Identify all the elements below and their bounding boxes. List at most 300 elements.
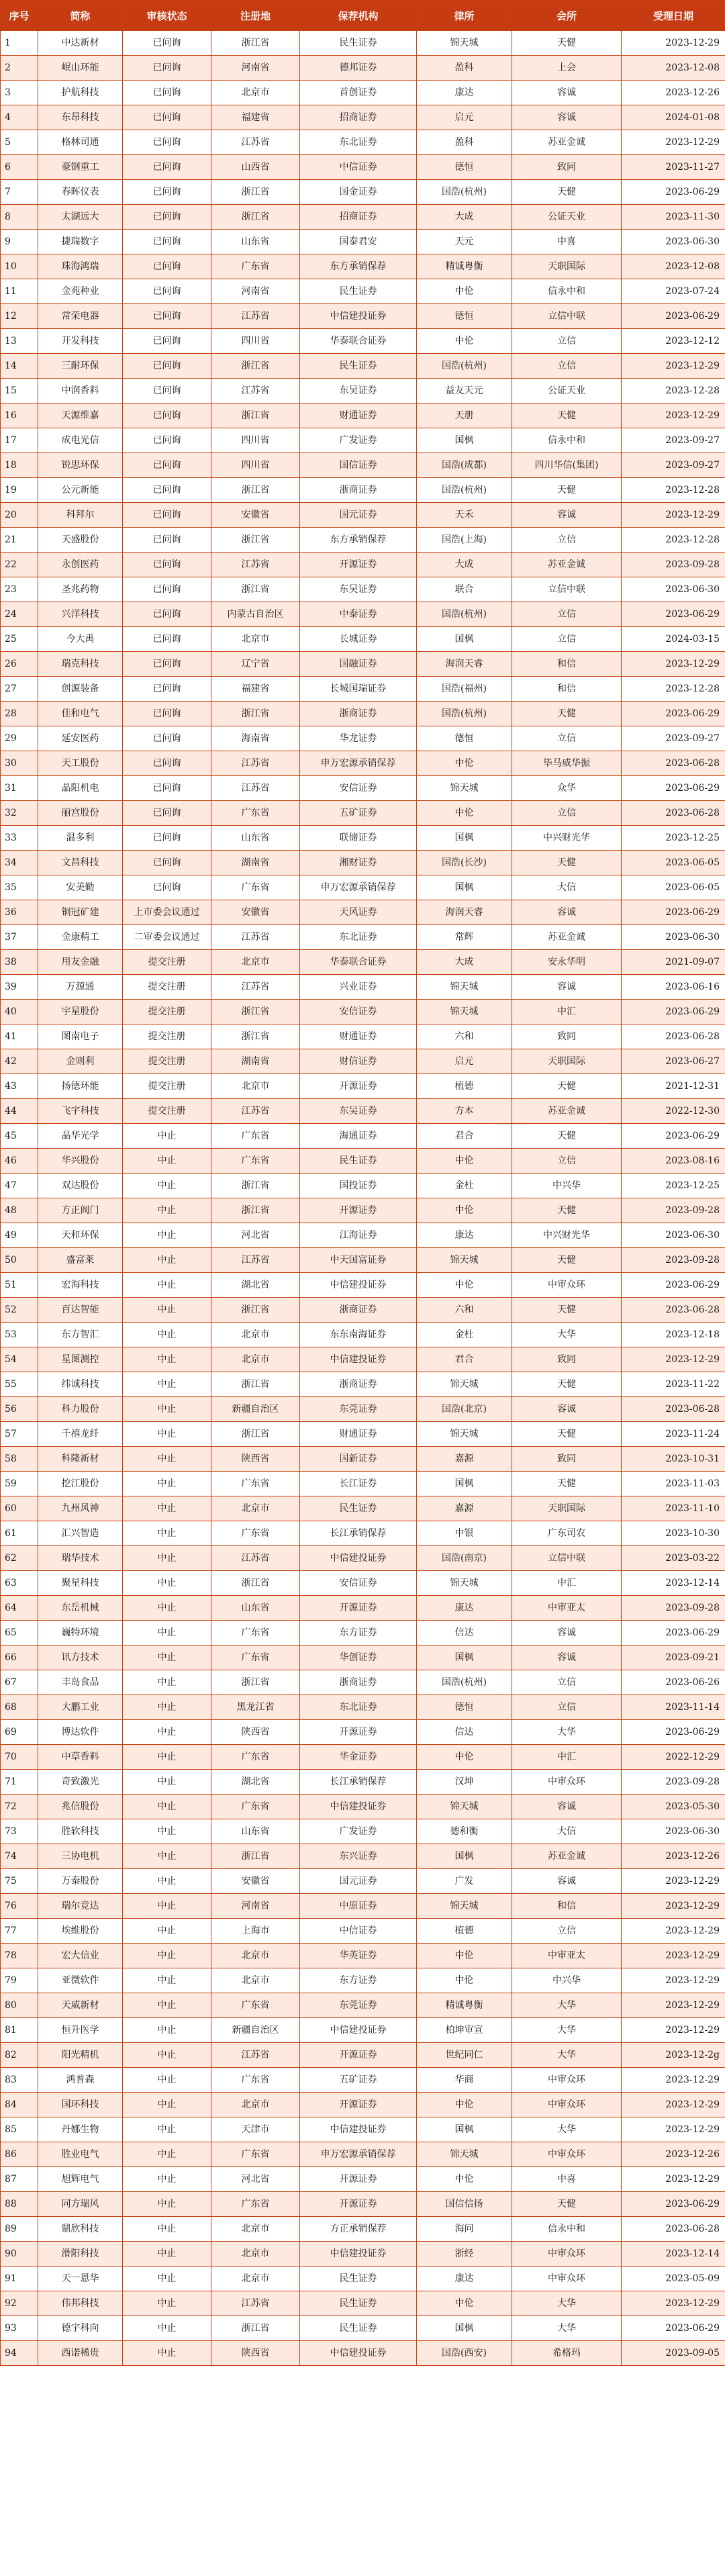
cell-sponsor: 国信证券 <box>300 453 417 478</box>
cell-accept-date: 2023-09-28 <box>622 1596 725 1621</box>
cell-registration-place: 江苏省 <box>211 776 300 801</box>
cell-law-firm: 国浩(北京) <box>417 1397 512 1422</box>
cell-accept-date: 2023-12-12 <box>622 329 725 354</box>
cell-index: 17 <box>1 428 38 453</box>
cell-index: 35 <box>1 875 38 900</box>
cell-index: 15 <box>1 379 38 403</box>
cell-accounting-firm: 大华 <box>512 1993 622 2018</box>
cell-sponsor: 中信建投证券 <box>300 1795 417 1819</box>
cell-accept-date: 2023-06-29 <box>622 1000 725 1024</box>
table-row <box>1 1323 725 1347</box>
cell-sponsor: 华泰联合证券 <box>300 329 417 354</box>
cell-registration-place: 浙江省 <box>211 1198 300 1223</box>
table-row <box>1 1472 725 1496</box>
cell-registration-place: 江苏省 <box>211 2043 300 2068</box>
cell-law-firm: 国信信扬 <box>417 2192 512 2217</box>
cell-law-firm: 国枫 <box>417 2316 512 2341</box>
cell-short-name: 晶阳机电 <box>38 776 123 801</box>
header-accounting-firm: 会所 <box>512 1 622 31</box>
table-row <box>1 1024 725 1049</box>
cell-accept-date: 2023-12-25 <box>622 1174 725 1198</box>
table-body <box>1 31 725 2366</box>
cell-short-name: 珠海鸿瑞 <box>38 254 123 279</box>
cell-registration-place: 北京市 <box>211 1347 300 1372</box>
cell-sponsor: 华泰联合证券 <box>300 950 417 975</box>
table-row <box>1 553 725 577</box>
cell-sponsor: 中信建投证券 <box>300 2117 417 2142</box>
cell-sponsor: 中信证券 <box>300 1919 417 1944</box>
cell-registration-place: 浙江省 <box>211 1372 300 1397</box>
cell-sponsor: 浙商证券 <box>300 702 417 726</box>
cell-law-firm: 六和 <box>417 1298 512 1323</box>
cell-review-status: 中止 <box>123 1298 211 1323</box>
cell-index: 52 <box>1 1298 38 1323</box>
cell-sponsor: 东吴证券 <box>300 577 417 602</box>
cell-index: 37 <box>1 925 38 950</box>
cell-review-status: 已问询 <box>123 31 211 56</box>
cell-law-firm: 植德 <box>417 1919 512 1944</box>
header-registration-place: 注册地 <box>211 1 300 31</box>
cell-short-name: 胜业电气 <box>38 2142 123 2167</box>
cell-short-name: 星图测控 <box>38 1347 123 1372</box>
cell-index: 14 <box>1 354 38 379</box>
table-row <box>1 2316 725 2341</box>
cell-short-name: 今大禹 <box>38 627 123 652</box>
cell-index: 71 <box>1 1770 38 1795</box>
table-row <box>1 2142 725 2167</box>
cell-accept-date: 2023-12-14 <box>622 1571 725 1596</box>
cell-short-name: 豪钢重工 <box>38 155 123 180</box>
cell-sponsor: 中原证券 <box>300 1894 417 1919</box>
cell-accounting-firm: 中喜 <box>512 2167 622 2192</box>
cell-accounting-firm: 立信中联 <box>512 577 622 602</box>
cell-accept-date: 2023-06-30 <box>622 1819 725 1844</box>
cell-accounting-firm: 苏亚金诚 <box>512 553 622 577</box>
cell-law-firm: 锦天城 <box>417 1422 512 1447</box>
cell-review-status: 中止 <box>123 2267 211 2291</box>
cell-accept-date: 2023-06-30 <box>622 1223 725 1248</box>
cell-review-status: 已问询 <box>123 826 211 851</box>
cell-sponsor: 长江承销保荐 <box>300 1521 417 1546</box>
cell-accounting-firm: 容诚 <box>512 503 622 528</box>
table-row <box>1 1347 725 1372</box>
cell-accept-date: 2023-06-29 <box>622 1124 725 1149</box>
cell-registration-place: 辽宁省 <box>211 652 300 677</box>
cell-law-firm: 启元 <box>417 105 512 130</box>
cell-review-status: 中止 <box>123 1894 211 1919</box>
cell-sponsor: 民生证券 <box>300 2267 417 2291</box>
cell-accounting-firm: 大华 <box>512 2316 622 2341</box>
cell-sponsor: 民生证券 <box>300 31 417 56</box>
cell-registration-place: 新疆自治区 <box>211 2018 300 2043</box>
cell-sponsor: 中天国富证券 <box>300 1248 417 1273</box>
cell-short-name: 中润香料 <box>38 379 123 403</box>
cell-short-name: 天威新材 <box>38 1993 123 2018</box>
cell-index: 2 <box>1 56 38 81</box>
cell-accept-date: 2023-12-29 <box>622 130 725 155</box>
cell-law-firm: 中伦 <box>417 1944 512 1968</box>
cell-review-status: 已问询 <box>123 577 211 602</box>
table-row <box>1 1993 725 2018</box>
cell-accounting-firm: 立信 <box>512 329 622 354</box>
cell-accept-date: 2023-06-29 <box>622 776 725 801</box>
cell-law-firm: 国浩(杭州) <box>417 602 512 627</box>
cell-law-firm: 中伦 <box>417 751 512 776</box>
cell-review-status: 上市委会议通过 <box>123 900 211 925</box>
cell-accept-date: 2023-06-29 <box>622 1720 725 1745</box>
cell-accounting-firm: 大华 <box>512 2291 622 2316</box>
cell-accept-date: 2023-05-30 <box>622 1795 725 1819</box>
cell-short-name: 春晖仪表 <box>38 180 123 205</box>
cell-index: 3 <box>1 81 38 105</box>
cell-accounting-firm: 大华 <box>512 1720 622 1745</box>
cell-accept-date: 2023-06-29 <box>622 2192 725 2217</box>
cell-sponsor: 东莞证券 <box>300 1397 417 1422</box>
cell-review-status: 中止 <box>123 1968 211 1993</box>
cell-short-name: 盛富莱 <box>38 1248 123 1273</box>
cell-index: 22 <box>1 553 38 577</box>
cell-sponsor: 民生证券 <box>300 1149 417 1174</box>
cell-index: 6 <box>1 155 38 180</box>
table-row <box>1 403 725 428</box>
cell-law-firm: 中伦 <box>417 1745 512 1770</box>
cell-accept-date: 2023-06-28 <box>622 801 725 826</box>
cell-law-firm: 国枫 <box>417 428 512 453</box>
cell-index: 81 <box>1 2018 38 2043</box>
cell-index: 78 <box>1 1944 38 1968</box>
cell-review-status: 中止 <box>123 2068 211 2093</box>
cell-sponsor: 开源证券 <box>300 2093 417 2117</box>
cell-law-firm: 天册 <box>417 403 512 428</box>
cell-registration-place: 浙江省 <box>211 205 300 230</box>
cell-short-name: 用友金融 <box>38 950 123 975</box>
cell-index: 28 <box>1 702 38 726</box>
cell-accounting-firm: 中兴财光华 <box>512 826 622 851</box>
cell-sponsor: 华龙证券 <box>300 726 417 751</box>
cell-short-name: 宇星股份 <box>38 1000 123 1024</box>
cell-law-firm: 盈科 <box>417 130 512 155</box>
cell-short-name: 阳光精机 <box>38 2043 123 2068</box>
cell-review-status: 已问询 <box>123 851 211 875</box>
cell-law-firm: 国浩(长沙) <box>417 851 512 875</box>
cell-accounting-firm: 中兴财光华 <box>512 1223 622 1248</box>
cell-sponsor: 长江证券 <box>300 1472 417 1496</box>
cell-accounting-firm: 中审众环 <box>512 1273 622 1298</box>
table-row <box>1 528 725 553</box>
cell-short-name: 金则利 <box>38 1049 123 1074</box>
cell-sponsor: 开源证券 <box>300 553 417 577</box>
cell-law-firm: 国浩(杭州) <box>417 702 512 726</box>
cell-short-name: 扬德环能 <box>38 1074 123 1099</box>
cell-accounting-firm: 希格玛 <box>512 2341 622 2366</box>
cell-law-firm: 嘉源 <box>417 1496 512 1521</box>
cell-registration-place: 浙江省 <box>211 403 300 428</box>
cell-accept-date: 2024-03-15 <box>622 627 725 652</box>
cell-review-status: 中止 <box>123 1347 211 1372</box>
cell-index: 86 <box>1 2142 38 2167</box>
cell-accounting-firm: 天职国际 <box>512 254 622 279</box>
cell-review-status: 已问询 <box>123 751 211 776</box>
cell-sponsor: 东北证券 <box>300 1695 417 1720</box>
cell-short-name: 公元新能 <box>38 478 123 503</box>
cell-short-name: 天和环保 <box>38 1223 123 1248</box>
cell-accounting-firm: 大华 <box>512 2018 622 2043</box>
cell-law-firm: 中伦 <box>417 801 512 826</box>
cell-accounting-firm: 立信 <box>512 1695 622 1720</box>
cell-index: 23 <box>1 577 38 602</box>
cell-index: 24 <box>1 602 38 627</box>
cell-review-status: 已问询 <box>123 230 211 254</box>
cell-short-name: 岷山环能 <box>38 56 123 81</box>
cell-sponsor: 民生证券 <box>300 2291 417 2316</box>
cell-index: 47 <box>1 1174 38 1198</box>
cell-sponsor: 东方证券 <box>300 1968 417 1993</box>
cell-registration-place: 广东省 <box>211 1621 300 1645</box>
cell-accept-date: 2023-06-05 <box>622 875 725 900</box>
cell-accounting-firm: 致同 <box>512 1347 622 1372</box>
cell-accept-date: 2023-12-29 <box>622 31 725 56</box>
cell-registration-place: 福建省 <box>211 105 300 130</box>
cell-sponsor: 民生证券 <box>300 1496 417 1521</box>
cell-law-firm: 君合 <box>417 1124 512 1149</box>
cell-registration-place: 浙江省 <box>211 354 300 379</box>
cell-short-name: 旭辉电气 <box>38 2167 123 2192</box>
cell-accounting-firm: 中兴华 <box>512 1968 622 1993</box>
table-row <box>1 1894 725 1919</box>
cell-law-firm: 中伦 <box>417 2291 512 2316</box>
cell-law-firm: 益友天元 <box>417 379 512 403</box>
cell-law-firm: 康达 <box>417 2267 512 2291</box>
cell-index: 12 <box>1 304 38 329</box>
cell-short-name: 同方瑞风 <box>38 2192 123 2217</box>
cell-short-name: 挖江股份 <box>38 1472 123 1496</box>
table-row <box>1 776 725 801</box>
cell-sponsor: 招商证券 <box>300 105 417 130</box>
cell-short-name: 飞宇科技 <box>38 1099 123 1124</box>
cell-accounting-firm: 天健 <box>512 1472 622 1496</box>
cell-law-firm: 康达 <box>417 81 512 105</box>
cell-accept-date: 2023-12-29 <box>622 2018 725 2043</box>
cell-sponsor: 民生证券 <box>300 279 417 304</box>
cell-short-name: 汇兴智造 <box>38 1521 123 1546</box>
cell-index: 74 <box>1 1844 38 1869</box>
cell-accept-date: 2023-06-28 <box>622 751 725 776</box>
cell-index: 54 <box>1 1347 38 1372</box>
cell-registration-place: 新疆自治区 <box>211 1397 300 1422</box>
cell-accept-date: 2023-12-29 <box>622 403 725 428</box>
table-row <box>1 1447 725 1472</box>
table-row <box>1 900 725 925</box>
table-row <box>1 1149 725 1174</box>
cell-review-status: 已问询 <box>123 56 211 81</box>
cell-accept-date: 2023-12-29 <box>622 2068 725 2093</box>
table-row <box>1 826 725 851</box>
cell-sponsor: 财信证券 <box>300 1049 417 1074</box>
cell-accounting-firm: 中汇 <box>512 1571 622 1596</box>
table-row <box>1 254 725 279</box>
cell-index: 77 <box>1 1919 38 1944</box>
cell-accept-date: 2023-12-14 <box>622 2242 725 2267</box>
cell-short-name: 讯方技术 <box>38 1645 123 1670</box>
cell-law-firm: 国枫 <box>417 826 512 851</box>
cell-index: 44 <box>1 1099 38 1124</box>
cell-registration-place: 安徽省 <box>211 900 300 925</box>
cell-review-status: 中止 <box>123 1571 211 1596</box>
cell-review-status: 已问询 <box>123 329 211 354</box>
cell-accounting-firm: 容诚 <box>512 900 622 925</box>
cell-accounting-firm: 和信 <box>512 652 622 677</box>
table-row <box>1 428 725 453</box>
cell-registration-place: 江苏省 <box>211 1546 300 1571</box>
header-index: 序号 <box>1 1 38 31</box>
cell-registration-place: 广东省 <box>211 1745 300 1770</box>
cell-accept-date: 2023-11-30 <box>622 205 725 230</box>
table-row <box>1 1273 725 1298</box>
cell-registration-place: 江苏省 <box>211 1248 300 1273</box>
cell-review-status: 中止 <box>123 1645 211 1670</box>
table-row <box>1 105 725 130</box>
cell-law-firm: 锦天城 <box>417 1248 512 1273</box>
cell-registration-place: 江苏省 <box>211 304 300 329</box>
cell-short-name: 开发科技 <box>38 329 123 354</box>
cell-law-firm: 金杜 <box>417 1174 512 1198</box>
cell-registration-place: 福建省 <box>211 677 300 702</box>
cell-law-firm: 国枫 <box>417 1645 512 1670</box>
cell-accept-date: 2023-12-29 <box>622 1347 725 1372</box>
cell-accept-date: 2023-07-24 <box>622 279 725 304</box>
cell-accept-date: 2023-12-29 <box>622 2291 725 2316</box>
cell-accept-date: 2023-06-29 <box>622 1273 725 1298</box>
table-row <box>1 1819 725 1844</box>
cell-registration-place: 山东省 <box>211 826 300 851</box>
cell-short-name: 锐思环保 <box>38 453 123 478</box>
cell-index: 10 <box>1 254 38 279</box>
cell-accept-date: 2023-12-29 <box>622 2167 725 2192</box>
cell-accounting-firm: 中审众环 <box>512 2068 622 2093</box>
cell-accounting-firm: 立信中联 <box>512 304 622 329</box>
cell-index: 27 <box>1 677 38 702</box>
cell-sponsor: 国投证券 <box>300 1174 417 1198</box>
table-row <box>1 2043 725 2068</box>
cell-accounting-firm: 安永华明 <box>512 950 622 975</box>
cell-short-name: 科隆新材 <box>38 1447 123 1472</box>
cell-sponsor: 申万宏源承销保荐 <box>300 751 417 776</box>
table-row <box>1 702 725 726</box>
cell-index: 60 <box>1 1496 38 1521</box>
cell-law-firm: 植德 <box>417 1074 512 1099</box>
cell-registration-place: 河北省 <box>211 2167 300 2192</box>
cell-sponsor: 华金证券 <box>300 1745 417 1770</box>
cell-registration-place: 广东省 <box>211 2068 300 2093</box>
cell-law-firm: 大成 <box>417 553 512 577</box>
cell-index: 66 <box>1 1645 38 1670</box>
table-row <box>1 1869 725 1894</box>
cell-index: 45 <box>1 1124 38 1149</box>
cell-review-status: 中止 <box>123 1372 211 1397</box>
cell-short-name: 德宇科向 <box>38 2316 123 2341</box>
cell-registration-place: 北京市 <box>211 2093 300 2117</box>
cell-law-firm: 海问 <box>417 2217 512 2242</box>
table-row <box>1 1670 725 1695</box>
cell-law-firm: 中伦 <box>417 2093 512 2117</box>
cell-law-firm: 中伦 <box>417 279 512 304</box>
cell-sponsor: 首创证券 <box>300 81 417 105</box>
cell-short-name: 科力股份 <box>38 1397 123 1422</box>
cell-sponsor: 海通证券 <box>300 1124 417 1149</box>
cell-accounting-firm: 立信中联 <box>512 1546 622 1571</box>
cell-sponsor: 长城国瑞证券 <box>300 677 417 702</box>
cell-review-status: 中止 <box>123 2093 211 2117</box>
cell-index: 16 <box>1 403 38 428</box>
cell-review-status: 中止 <box>123 1447 211 1472</box>
cell-review-status: 已问询 <box>123 627 211 652</box>
cell-review-status: 已问询 <box>123 503 211 528</box>
cell-review-status: 中止 <box>123 1521 211 1546</box>
cell-index: 42 <box>1 1049 38 1074</box>
cell-registration-place: 广东省 <box>211 254 300 279</box>
cell-index: 93 <box>1 2316 38 2341</box>
cell-accounting-firm: 广东司农 <box>512 1521 622 1546</box>
cell-accept-date: 2023-12-28 <box>622 379 725 403</box>
cell-accept-date: 2023-06-29 <box>622 900 725 925</box>
cell-law-firm: 锦天城 <box>417 1372 512 1397</box>
cell-accept-date: 2021-12-31 <box>622 1074 725 1099</box>
cell-sponsor: 东方证券 <box>300 1621 417 1645</box>
cell-sponsor: 东东南海证券 <box>300 1323 417 1347</box>
cell-registration-place: 天津市 <box>211 2117 300 2142</box>
cell-sponsor: 开源证券 <box>300 2192 417 2217</box>
cell-registration-place: 山东省 <box>211 230 300 254</box>
cell-review-status: 已问询 <box>123 702 211 726</box>
table-row <box>1 155 725 180</box>
cell-short-name: 金苑种业 <box>38 279 123 304</box>
cell-registration-place: 浙江省 <box>211 31 300 56</box>
cell-sponsor: 申万宏源承销保荐 <box>300 2142 417 2167</box>
cell-accounting-firm: 天健 <box>512 1198 622 1223</box>
cell-accept-date: 2021-09-07 <box>622 950 725 975</box>
cell-short-name: 铜冠矿建 <box>38 900 123 925</box>
cell-index: 90 <box>1 2242 38 2267</box>
table-row <box>1 1645 725 1670</box>
cell-accept-date: 2023-06-30 <box>622 925 725 950</box>
cell-accept-date: 2023-12-26 <box>622 2142 725 2167</box>
cell-short-name: 埃维股份 <box>38 1919 123 1944</box>
cell-review-status: 提交注册 <box>123 1074 211 1099</box>
cell-sponsor: 中信建投证券 <box>300 1546 417 1571</box>
table-row <box>1 1049 725 1074</box>
cell-accounting-firm: 中审众环 <box>512 2242 622 2267</box>
table-row <box>1 379 725 403</box>
cell-index: 38 <box>1 950 38 975</box>
cell-registration-place: 浙江省 <box>211 2316 300 2341</box>
cell-short-name: 宏海科技 <box>38 1273 123 1298</box>
cell-index: 84 <box>1 2093 38 2117</box>
cell-registration-place: 河北省 <box>211 1223 300 1248</box>
cell-review-status: 提交注册 <box>123 1024 211 1049</box>
cell-short-name: 大鹏工业 <box>38 1695 123 1720</box>
cell-sponsor: 民生证券 <box>300 2316 417 2341</box>
cell-sponsor: 东北证券 <box>300 925 417 950</box>
cell-accounting-firm: 中审众环 <box>512 2142 622 2167</box>
cell-registration-place: 浙江省 <box>211 180 300 205</box>
cell-accounting-firm: 信永中和 <box>512 428 622 453</box>
cell-short-name: 方正阀门 <box>38 1198 123 1223</box>
cell-registration-place: 河南省 <box>211 56 300 81</box>
cell-short-name: 丹娜生物 <box>38 2117 123 2142</box>
cell-short-name: 常荣电器 <box>38 304 123 329</box>
cell-review-status: 中止 <box>123 1621 211 1645</box>
table-row <box>1 726 725 751</box>
